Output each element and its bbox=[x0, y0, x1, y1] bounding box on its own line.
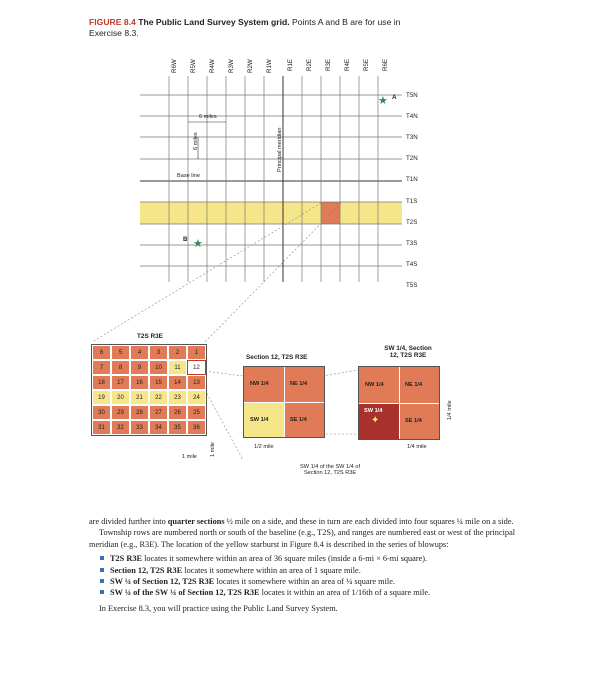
township-label: T3S bbox=[406, 240, 418, 247]
range-label: R2E bbox=[306, 58, 313, 71]
one-mile-label: 1 mile bbox=[182, 454, 197, 460]
figure-title: The Public Land Survey System grid. bbox=[138, 17, 290, 27]
section-cell: 31 bbox=[92, 420, 111, 435]
six-miles-vertical-label: 6 miles bbox=[193, 132, 199, 150]
section-cell: 11 bbox=[168, 360, 187, 375]
bullet-item: Section 12, T2S R3E locates it somewhere within an area of 1 square mile. bbox=[99, 565, 529, 576]
section-cell: 1 bbox=[187, 345, 206, 360]
paragraph-2: Township rows are numbered north or south of the baseline (e.g., T2S), and ranges are numbered east or west of the principal meridian (e.g., R3E). The location of the yellow starburst in Figure 8.4 is described in the series of blowups: bbox=[89, 528, 516, 549]
section-cell: 28 bbox=[130, 405, 149, 420]
section-cell: 2 bbox=[168, 345, 187, 360]
quarter-detail-title bbox=[367, 345, 449, 359]
range-label: R1W bbox=[266, 59, 273, 73]
figure-note-2: Exercise 8.3. bbox=[89, 28, 139, 38]
section-cell: 6 bbox=[92, 345, 111, 360]
section-cell: 35 bbox=[168, 420, 187, 435]
quarter-title-1: SW 1/4, Section bbox=[384, 345, 432, 352]
section-cell: 20 bbox=[111, 390, 130, 405]
township-label: T2S bbox=[406, 219, 418, 226]
township-detail-title: T2S R3E bbox=[137, 333, 163, 340]
section-cell: 26 bbox=[168, 405, 187, 420]
range-label: R6W bbox=[171, 59, 178, 73]
bullet-list bbox=[99, 553, 529, 599]
section-cell: 16 bbox=[130, 375, 149, 390]
point-a-label: A bbox=[392, 94, 397, 101]
section-sw-label: SW 1/4 bbox=[250, 417, 269, 423]
range-label: R3W bbox=[228, 59, 235, 73]
section-12-square bbox=[243, 366, 325, 438]
quarter-note-1: SW 1/4 of the SW 1/4 of bbox=[300, 464, 361, 470]
range-label: R3E bbox=[325, 58, 332, 71]
township-label: T3N bbox=[406, 134, 418, 141]
township-label: T2N bbox=[406, 155, 418, 162]
section-cell: 10 bbox=[149, 360, 168, 375]
township-label: T1N bbox=[406, 176, 418, 183]
quarter-se-label: SE 1/4 bbox=[405, 418, 422, 424]
quarter-mile-label: 1/4 mile bbox=[407, 444, 427, 450]
section-cell: 15 bbox=[149, 375, 168, 390]
section-cell: 24 bbox=[187, 390, 206, 405]
figure-note: Points A and B are for use in bbox=[291, 17, 401, 27]
point-b-label: B bbox=[183, 236, 188, 243]
body-text bbox=[89, 516, 529, 614]
quarter-sw-label: SW 1/4 bbox=[364, 408, 383, 414]
starburst-icon: ✦ bbox=[371, 415, 380, 426]
section-cell: 13 bbox=[187, 375, 206, 390]
quarter-mile-vertical-label: 1/4 mile bbox=[447, 400, 453, 420]
quarter-square bbox=[358, 366, 440, 440]
section-cell: 4 bbox=[130, 345, 149, 360]
section-cell: 12 bbox=[187, 360, 206, 375]
section-se-label: SE 1/4 bbox=[290, 417, 307, 423]
section-cell: 22 bbox=[149, 390, 168, 405]
section-cell: 19 bbox=[92, 390, 111, 405]
section-cell: 18 bbox=[92, 375, 111, 390]
township-label: T1S bbox=[406, 198, 418, 205]
six-miles-label: 6 miles bbox=[199, 114, 217, 120]
section-cell: 32 bbox=[111, 420, 130, 435]
bullet-item: SW ¼ of the SW ¼ of Section 12, T2S R3E locates it within an area of 1/16th of a square mile. bbox=[99, 587, 529, 598]
section-cell: 23 bbox=[168, 390, 187, 405]
section-cell: 29 bbox=[111, 405, 130, 420]
bullet-item: SW ¼ of Section 12, T2S R3E locates it somewhere within an area of ¼ square mile. bbox=[99, 576, 529, 587]
township-label: T5S bbox=[406, 282, 418, 289]
township-sections-grid bbox=[91, 344, 207, 436]
quarter-note bbox=[300, 464, 360, 476]
section-cell: 3 bbox=[149, 345, 168, 360]
section-cell: 21 bbox=[130, 390, 149, 405]
paragraph-1: are divided further into quarter sections ½ mile on a side, and these in turn are each divided into four squares ¼ mile on a side. bbox=[89, 517, 514, 526]
section-ne-label: NE 1/4 bbox=[290, 381, 308, 387]
range-label: R5W bbox=[190, 59, 197, 73]
township-label: T4S bbox=[406, 261, 418, 268]
half-mile-label: 1/2 mile bbox=[254, 444, 274, 450]
section-cell: 8 bbox=[111, 360, 130, 375]
section-detail-title: Section 12, T2S R3E bbox=[246, 354, 308, 361]
section-cell: 30 bbox=[92, 405, 111, 420]
section-cell: 36 bbox=[187, 420, 206, 435]
star-b-icon: ★ bbox=[193, 238, 203, 250]
range-label: R5E bbox=[363, 58, 370, 71]
township-label: T5N bbox=[406, 92, 418, 99]
section-nw-label: NW 1/4 bbox=[250, 381, 269, 387]
range-label: R4W bbox=[209, 59, 216, 73]
quarter-nw-label: NW 1/4 bbox=[365, 382, 384, 388]
quarter-note-2: Section 12, T2S R3E bbox=[303, 470, 357, 476]
paragraph-3: In Exercise 8.3, you will practice using the Public Land Survey System. bbox=[99, 603, 338, 613]
section-cell: 25 bbox=[187, 405, 206, 420]
quarter-title-2: 12, T2S R3E bbox=[389, 352, 427, 359]
star-a-icon: ★ bbox=[378, 95, 388, 107]
range-label: R6E bbox=[382, 58, 389, 71]
range-label: R1E bbox=[287, 58, 294, 71]
quarter-ne-label: NE 1/4 bbox=[405, 382, 423, 388]
section-cell: 17 bbox=[111, 375, 130, 390]
section-cell: 27 bbox=[149, 405, 168, 420]
section-cell: 33 bbox=[130, 420, 149, 435]
section-cell: 14 bbox=[168, 375, 187, 390]
range-label: R4E bbox=[344, 58, 351, 71]
bullet-item: T2S R3E locates it somewhere within an area of 36 square miles (inside a 6-mi × 6-mi square). bbox=[99, 553, 529, 564]
range-label: R2W bbox=[247, 59, 254, 73]
section-cell: 34 bbox=[149, 420, 168, 435]
section-cell: 7 bbox=[92, 360, 111, 375]
one-mile-vertical-label: 1 mile bbox=[210, 442, 216, 457]
figure-number: FIGURE 8.4 bbox=[89, 17, 136, 27]
township-label: T4N bbox=[406, 113, 418, 120]
section-cell: 5 bbox=[111, 345, 130, 360]
base-line-label: Base line bbox=[177, 173, 201, 179]
section-cell: 9 bbox=[130, 360, 149, 375]
principal-meridian-label: Principal meridian bbox=[277, 127, 283, 172]
